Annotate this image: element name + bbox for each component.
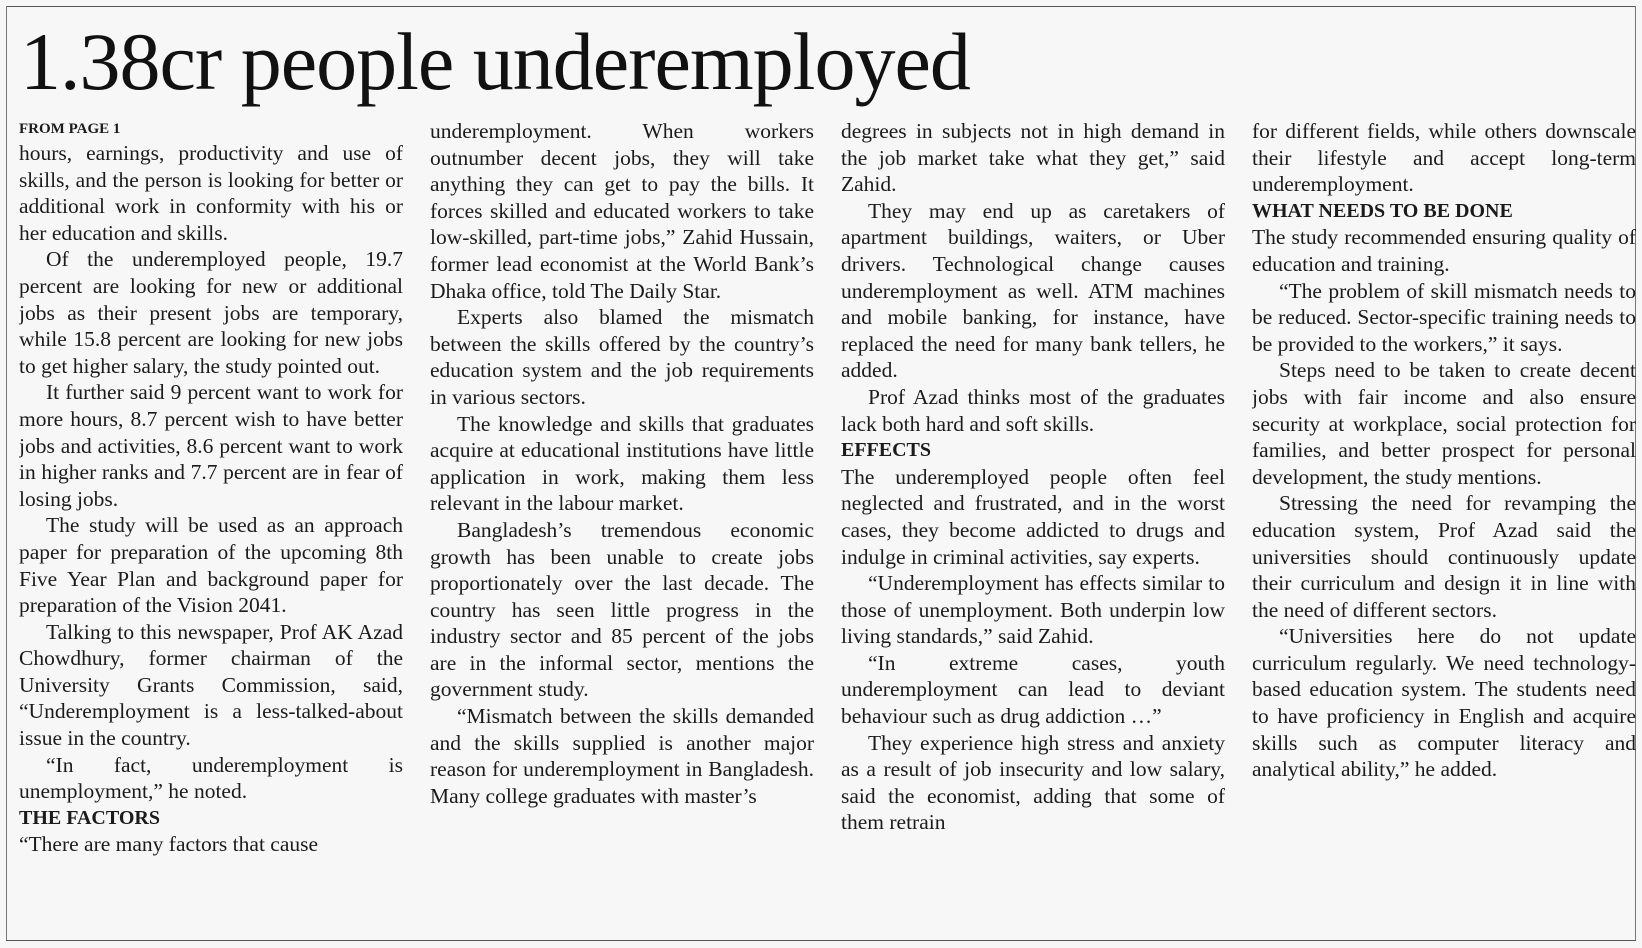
paragraph: Stressing the need for revamping the education system, Prof Azad said the universities should continuously update their curriculum and design it in line with the need of different sectors. bbox=[1252, 491, 1636, 622]
paragraph: Of the underemployed people, 19.7 percent are looking for new or additional jobs as their present jobs are temporary, while 15.8 percent are looking for new jobs to get higher salary, the study pointed out. bbox=[19, 247, 403, 378]
article-column-1 bbox=[19, 118, 403, 918]
headline: 1.38cr people underemployed bbox=[20, 16, 970, 107]
paragraph: It further said 9 percent want to work for more hours, 8.7 percent wish to have better jobs and activities, 8.6 percent want to work in higher ranks and 7.7 percent are in fear of losing jobs. bbox=[19, 380, 403, 511]
paragraph: Experts also blamed the mismatch between the skills offered by the country’s education system and the job requirements in various sectors. bbox=[430, 305, 814, 409]
article-column-2 bbox=[430, 118, 814, 918]
page-jump-label: FROM PAGE 1 bbox=[19, 121, 121, 137]
paragraph: They experience high stress and anxiety as a result of job insecurity and low salary, said the economist, adding that some of them retrain bbox=[841, 730, 1225, 835]
paragraph: “Underemployment has effects similar to those of unemployment. Both underpin low living standards,” said Zahid. bbox=[841, 571, 1225, 649]
paragraph: The underemployed people often feel neglected and frustrated, and in the worst cases, they become addicted to drugs and indulge in criminal activities, say experts. bbox=[841, 464, 1225, 569]
paragraph: degrees in subjects not in high demand in the job market take what they get,” said Zahid. bbox=[841, 119, 1225, 197]
paragraph: “In fact, underemployment is unemployment,” he noted. bbox=[19, 752, 403, 804]
paragraph: The study will be used as an approach paper for preparation of the upcoming 8th Five Year Plan and background paper for preparation of the Vision 2041. bbox=[19, 513, 403, 618]
paragraph: underemployment. When workers outnumber decent jobs, they will take anything they can get to pay the bills. It forces skilled and educated workers to take low-skilled, part-time jobs,” Zahid Hussain, former lead economist at the World Bank’s Dhaka office, told The Daily Star. bbox=[430, 119, 814, 303]
section-subheading: EFFECTS bbox=[841, 439, 932, 462]
article-column-4 bbox=[1252, 118, 1636, 918]
section-subheading: THE FACTORS bbox=[19, 806, 160, 829]
paragraph: Talking to this newspaper, Prof AK Azad Chowdhury, former chairman of the University Grants Commission, said, “Underemployment is a less-talked-about issue in the country. bbox=[19, 619, 403, 751]
paragraph: Prof Azad thinks most of the graduates lack both hard and soft skills. bbox=[841, 384, 1225, 436]
paragraph: They may end up as caretakers of apartment buildings, waiters, or Uber drivers. Technological change causes underemployment as well. ATM machines and mobile banking, for instance, have replaced the need for many bank tellers, he added. bbox=[841, 198, 1225, 383]
paragraph: for different fields, while others downscale their lifestyle and accept long-term underemployment. bbox=[1252, 119, 1636, 197]
paragraph: “In extreme cases, youth underemployment can lead to deviant behaviour such as drug addiction …” bbox=[841, 650, 1225, 729]
left-rule bbox=[6, 6, 7, 941]
paragraph: “Universities here do not update curriculum regularly. We need technology-based education system. The students need to have proficiency in English and acquire skills such as computer literacy and analytical ability,” he added. bbox=[1252, 624, 1636, 782]
bottom-rule bbox=[6, 940, 1636, 941]
paragraph: The study recommended ensuring quality of education and training. bbox=[1252, 225, 1636, 276]
paragraph: hours, earnings, productivity and use of skills, and the person is looking for better or additional work in conformity with his or her education and skills. bbox=[19, 141, 403, 245]
paragraph: Bangladesh’s tremendous economic growth has been unable to create jobs proportionately over the last decade. The country has seen little progress in the industry sector and 85 percent of the jobs are in the informal sector, mentions the government study. bbox=[430, 517, 814, 702]
paragraph: Steps need to be taken to create decent jobs with fair income and also ensure security at workplace, social protection for families, and better prospect for personal development, the study mentions. bbox=[1252, 358, 1636, 489]
paragraph: “Mismatch between the skills demanded and the skills supplied is another major reason for underemployment in Bangladesh. Many college graduates with master’s bbox=[430, 704, 814, 808]
article-column-3 bbox=[841, 118, 1225, 918]
paragraph: “There are many factors that cause bbox=[19, 832, 319, 857]
paragraph: “The problem of skill mismatch needs to be reduced. Sector-specific training needs to be provided to the workers,” it says. bbox=[1252, 278, 1636, 356]
section-subheading: WHAT NEEDS TO BE DONE bbox=[1252, 199, 1513, 222]
paragraph: The knowledge and skills that graduates acquire at educational institutions have little application in work, making them less relevant in the labour market. bbox=[430, 411, 814, 516]
top-rule bbox=[6, 6, 1636, 7]
